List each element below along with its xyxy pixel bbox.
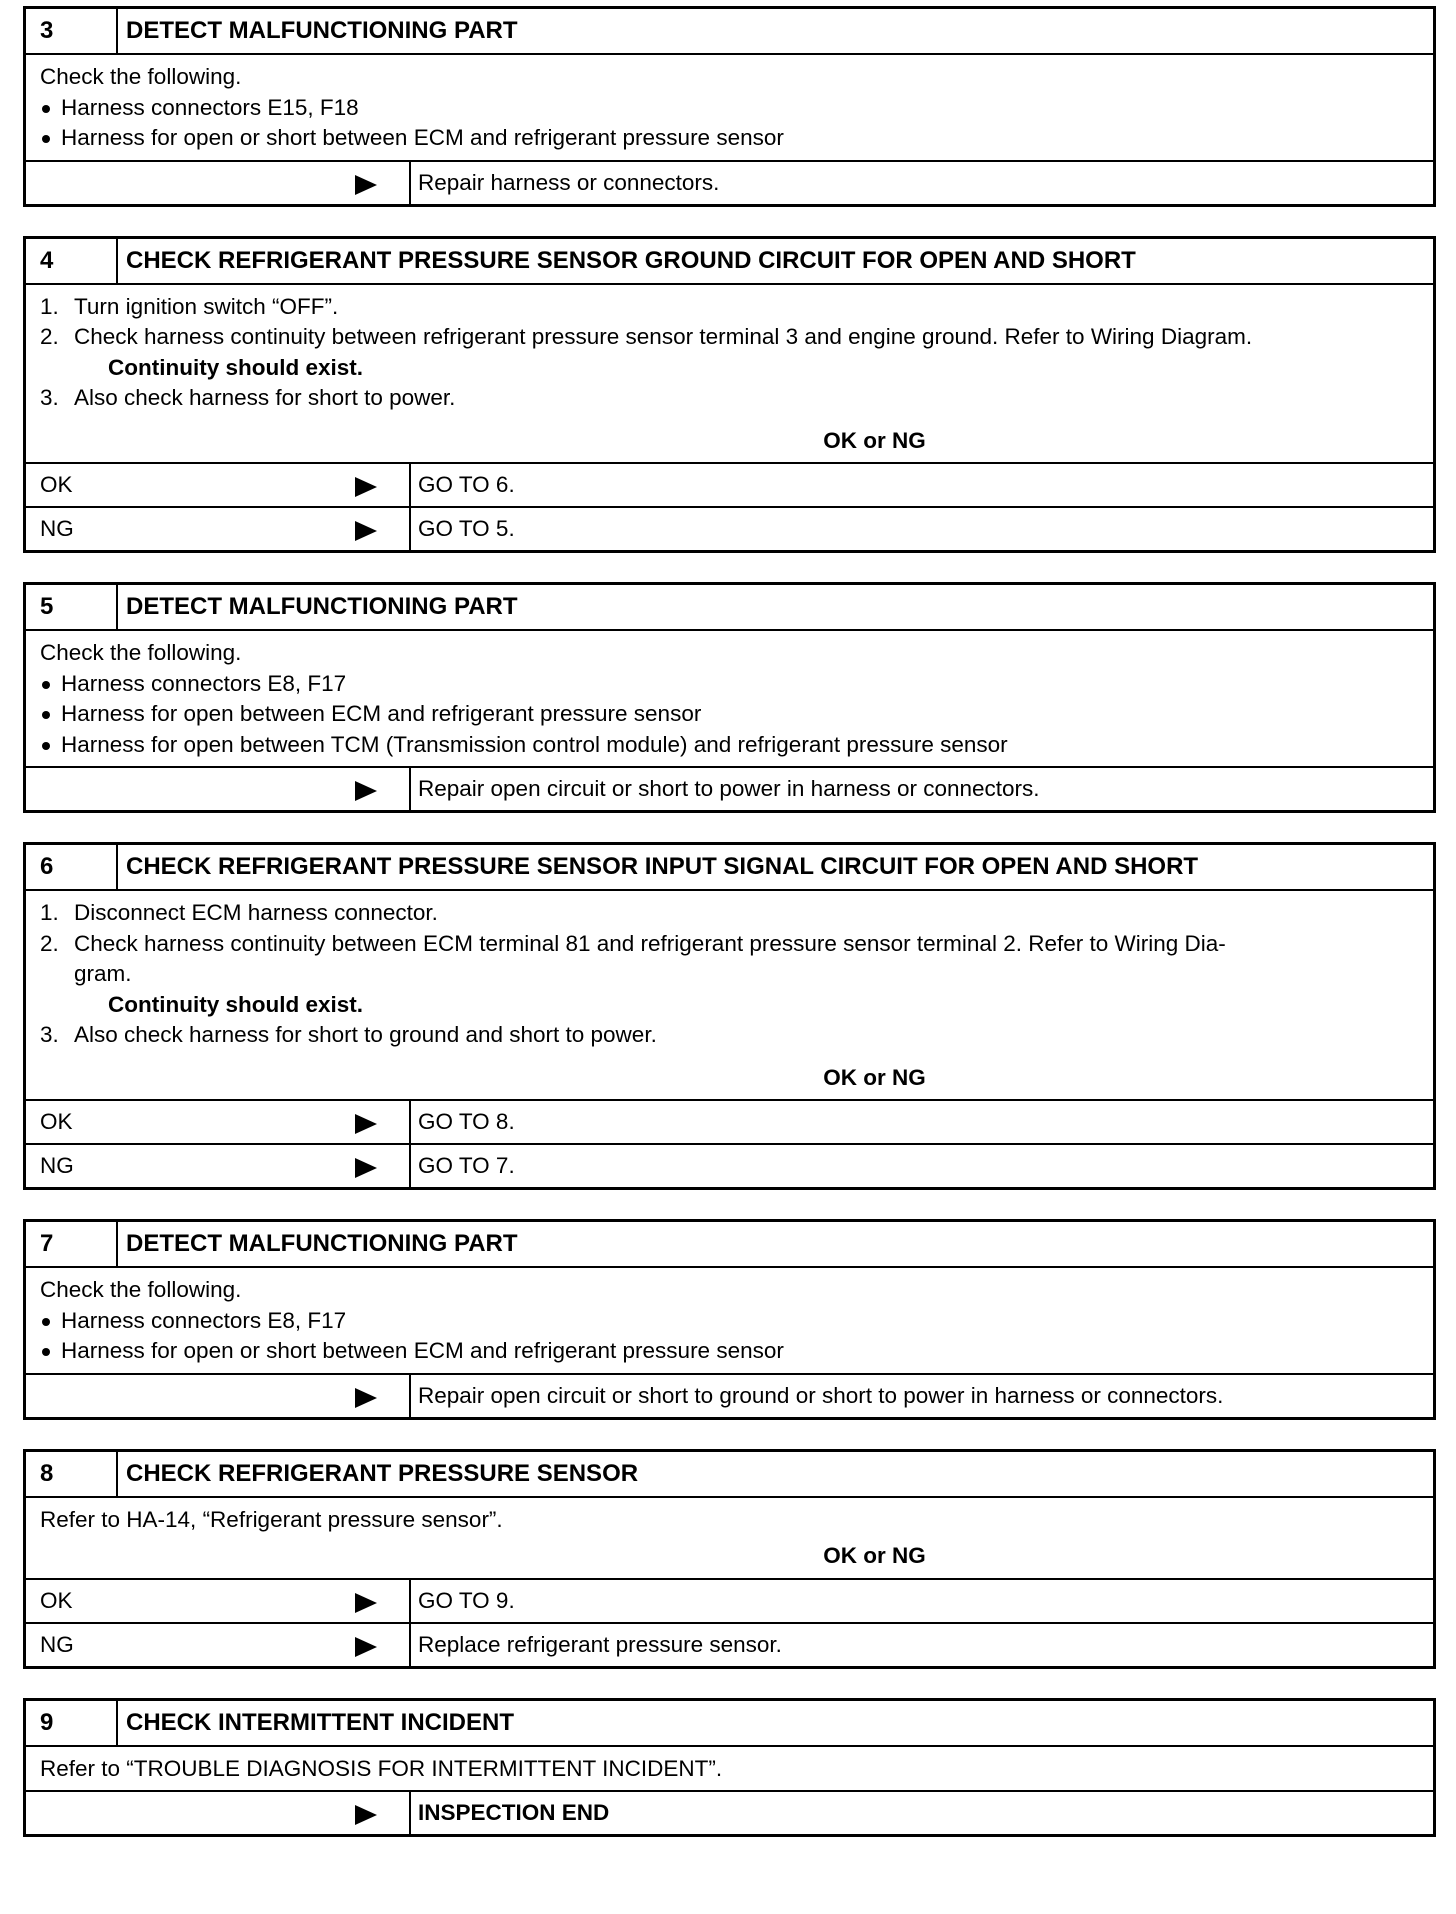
step-header [26, 9, 1433, 55]
step-title: CHECK INTERMITTENT INCIDENT [126, 1708, 514, 1736]
step-body [26, 1268, 1433, 1373]
step-title: CHECK REFRIGERANT PRESSURE SENSOR GROUND CIRCUIT FOR OPEN AND SHORT [126, 246, 1136, 274]
result-row [26, 160, 1433, 204]
arrow-right-icon [355, 781, 377, 801]
arrow-right-icon [355, 477, 377, 497]
bullet-icon [42, 135, 50, 143]
step-number: 6 [26, 845, 118, 889]
result-row-ok: OK GO TO 9. [26, 1578, 1433, 1622]
arrow-right-icon [355, 1637, 377, 1657]
step-header [26, 845, 1433, 891]
result-text: GO TO 8. [418, 1109, 515, 1134]
step-body [26, 1498, 1433, 1578]
bullet-icon [42, 1348, 50, 1356]
result-text: GO TO 5. [418, 516, 515, 541]
result-text: Repair harness or connectors. [418, 169, 720, 195]
procedure-step: 1. Turn ignition switch “OFF”. [40, 293, 339, 319]
continuity-note: Continuity should exist. [108, 354, 364, 380]
list-item: Harness for open or short between ECM and refrigerant pressure sensor [40, 123, 1419, 154]
step-block-7 [23, 1219, 1436, 1420]
step-title: DETECT MALFUNCTIONING PART [126, 17, 518, 44]
result-text: Replace refrigerant pressure sensor. [418, 1631, 782, 1657]
result-row-ok: OK GO TO 6. [26, 462, 1433, 506]
result-row [26, 1373, 1433, 1417]
list-item: Harness connectors E8, F17 [40, 669, 1419, 700]
ok-or-ng-label: OK or NG [823, 1543, 926, 1568]
diagnosis-page [23, 0, 1436, 1866]
list-item: Harness for open between TCM (Transmission control module) and refrigerant pressure sensor [40, 730, 1419, 761]
result-row-ok: OK GO TO 8. [26, 1099, 1433, 1143]
arrow-right-icon [355, 1593, 377, 1613]
bullet-icon [42, 742, 50, 750]
step-header [26, 1701, 1433, 1747]
bullet-icon [42, 711, 50, 719]
arrow-right-icon [355, 175, 377, 195]
lead-text: Check the following. [40, 640, 242, 665]
arrow-right-icon [355, 1805, 377, 1825]
result-text: GO TO 7. [418, 1153, 515, 1178]
list-item: Harness connectors E8, F17 [40, 1306, 1419, 1337]
step-number: 9 [26, 1701, 118, 1745]
lead-text: Refer to HA-14, “Refrigerant pressure sensor”. [40, 1506, 503, 1532]
procedure-step: 2. Check harness continuity between ECM terminal 81 and refrigerant pressure sensor terminal 2. Refer to Wiring Dia- [40, 930, 1226, 956]
result-row [26, 766, 1433, 810]
step-number: 7 [26, 1222, 118, 1266]
arrow-right-icon [355, 1388, 377, 1408]
result-row [26, 1790, 1433, 1834]
step-header [26, 1452, 1433, 1498]
list-item: Harness connectors E15, F18 [40, 93, 1419, 124]
result-row-ng: NG GO TO 7. [26, 1143, 1433, 1187]
step-number: 8 [26, 1452, 118, 1496]
procedure-step: 3. Also check harness for short to power. [40, 385, 456, 410]
step-body [26, 55, 1433, 160]
step-body [26, 285, 1433, 463]
step-header [26, 585, 1433, 631]
bullet-icon [42, 1318, 50, 1326]
arrow-right-icon [355, 521, 377, 541]
bullet-icon [42, 681, 50, 689]
result-text: Repair open circuit or short to ground or short to power in harness or connectors. [418, 1382, 1224, 1408]
step-block-5 [23, 582, 1436, 813]
step-body [26, 631, 1433, 766]
ok-or-ng-label: OK or NG [823, 427, 926, 453]
arrow-right-icon [355, 1158, 377, 1178]
list-item: Harness for open or short between ECM and refrigerant pressure sensor [40, 1336, 1419, 1367]
list-item: Harness for open between ECM and refrigerant pressure sensor [40, 699, 1419, 730]
step-title: CHECK REFRIGERANT PRESSURE SENSOR [126, 1459, 639, 1487]
step-block-9 [23, 1698, 1436, 1838]
ok-or-ng-label: OK or NG [823, 1064, 926, 1090]
step-title: CHECK REFRIGERANT PRESSURE SENSOR INPUT SIGNAL CIRCUIT FOR OPEN AND SHORT [126, 853, 1199, 880]
lead-text: Refer to “TROUBLE DIAGNOSIS FOR INTERMITTENT INCIDENT”. [40, 1755, 723, 1781]
step-number: 4 [26, 239, 118, 283]
step-title: DETECT MALFUNCTIONING PART [126, 593, 518, 620]
step-block-3 [23, 6, 1436, 207]
step-body [26, 891, 1433, 1099]
step-block-4 [23, 236, 1436, 554]
step-number: 3 [26, 9, 118, 53]
arrow-right-icon [355, 1114, 377, 1134]
continuity-note: Continuity should exist. [108, 991, 364, 1017]
procedure-step: 3. Also check harness for short to ground and short to power. [40, 1022, 657, 1047]
step-header [26, 1222, 1433, 1268]
result-text: GO TO 6. [418, 472, 515, 497]
lead-text: Check the following. [40, 1277, 242, 1302]
procedure-step: 1. Disconnect ECM harness connector. [40, 900, 438, 925]
step-block-6 [23, 842, 1436, 1190]
result-text: GO TO 9. [418, 1587, 515, 1613]
result-text: Repair open circuit or short to power in harness or connectors. [418, 776, 1040, 801]
bullet-icon [42, 105, 50, 113]
step-body [26, 1747, 1433, 1791]
result-row-ng: NG GO TO 5. [26, 506, 1433, 550]
procedure-step-continuation: gram. [74, 961, 132, 986]
result-row-ng: NG Replace refrigerant pressure sensor. [26, 1622, 1433, 1666]
step-header [26, 239, 1433, 285]
step-number: 5 [26, 585, 118, 629]
result-text: INSPECTION END [418, 1800, 610, 1825]
step-block-8 [23, 1449, 1436, 1669]
lead-text: Check the following. [40, 64, 242, 89]
procedure-step: 2. Check harness continuity between refrigerant pressure sensor terminal 3 and engine ground. Refer to Wiring Diagram. [40, 324, 1253, 349]
step-title: DETECT MALFUNCTIONING PART [126, 1230, 518, 1257]
